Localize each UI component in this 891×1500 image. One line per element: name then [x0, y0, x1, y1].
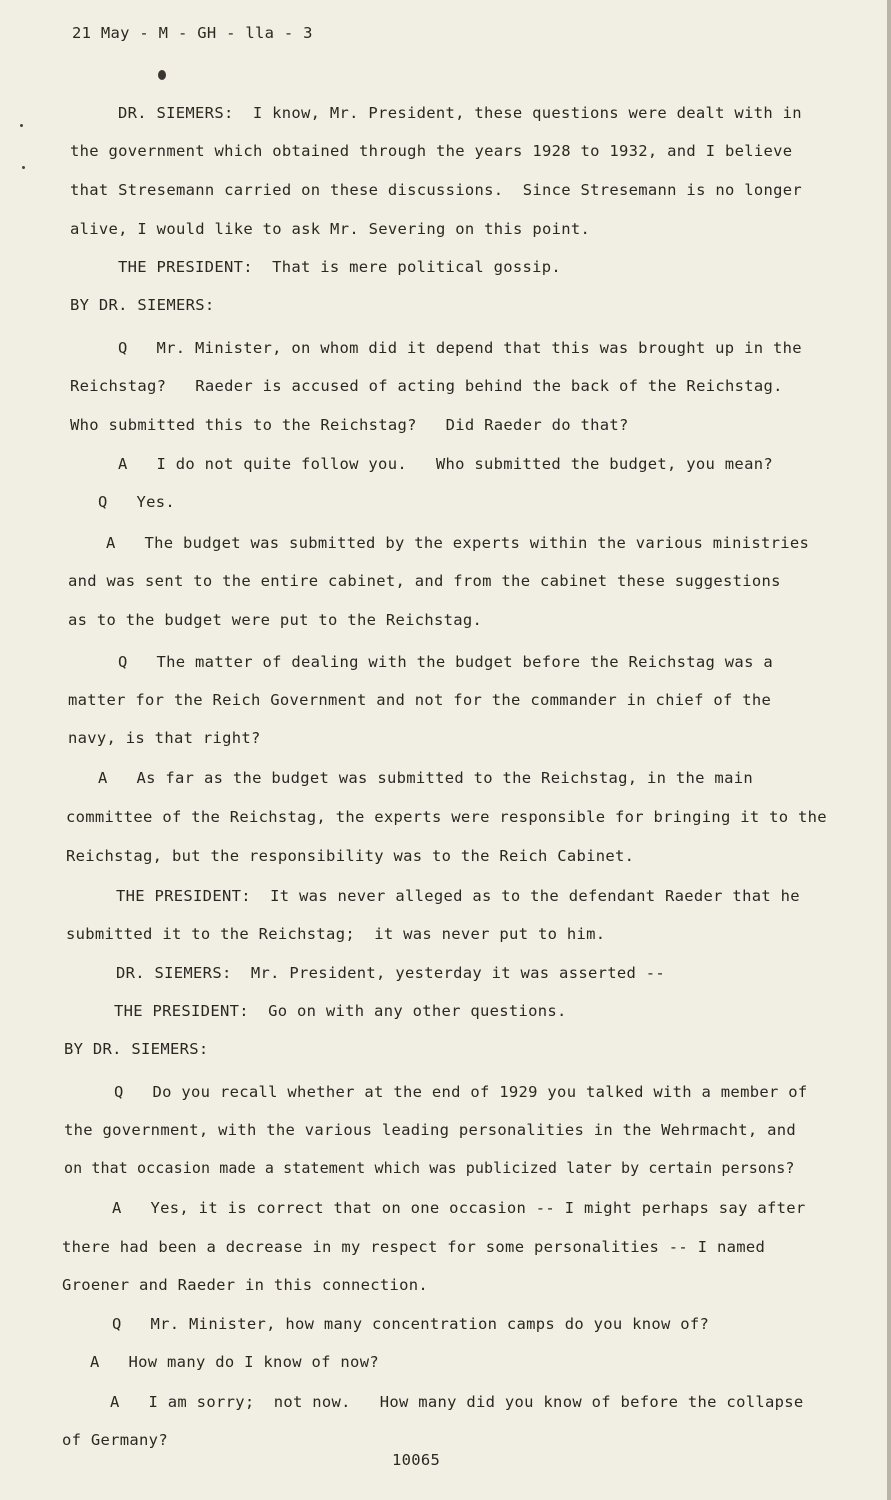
- transcript-line: THE PRESIDENT: It was never alleged as to the defendant Raeder that he: [116, 887, 800, 905]
- header-reference: 21 May - M - GH - lla - 3: [72, 24, 313, 42]
- transcript-line: Q Do you recall whether at the end of 1929 you talked with a member of: [114, 1083, 808, 1101]
- transcript-line: THE PRESIDENT: That is mere political gossip.: [118, 258, 562, 276]
- transcript-line: matter for the Reich Government and not for the commander in chief of the: [68, 691, 772, 709]
- transcript-line: and was sent to the entire cabinet, and from the cabinet these suggestions: [68, 572, 781, 590]
- transcript-line: DR. SIEMERS: I know, Mr. President, these questions were dealt with in: [118, 104, 802, 122]
- transcript-line: alive, I would like to ask Mr. Severing on this point.: [70, 220, 591, 238]
- page-edge-shadow: [887, 0, 891, 1500]
- margin-mark: [22, 166, 25, 169]
- transcript-line: the government which obtained through the years 1928 to 1932, and I believe: [70, 142, 793, 160]
- transcript-line: DR. SIEMERS: Mr. President, yesterday it was asserted --: [116, 964, 666, 982]
- transcript-line: Reichstag? Raeder is accused of acting behind the back of the Reichstag.: [70, 377, 783, 395]
- transcript-line: BY DR. SIEMERS:: [70, 296, 215, 314]
- margin-mark: [20, 124, 23, 127]
- transcript-line: A The budget was submitted by the experts within the various ministries: [106, 534, 810, 552]
- transcript-line: Q The matter of dealing with the budget before the Reichstag was a: [118, 653, 773, 671]
- transcript-line: as to the budget were put to the Reichstag.: [68, 611, 483, 629]
- transcript-line: BY DR. SIEMERS:: [64, 1040, 209, 1058]
- transcript-line: A I do not quite follow you. Who submitted the budget, you mean?: [118, 455, 773, 473]
- transcript-line: committee of the Reichstag, the experts were responsible for bringing it to the: [66, 808, 827, 826]
- transcript-line: there had been a decrease in my respect for some personalities -- I named: [62, 1238, 766, 1256]
- transcript-line: Groener and Raeder in this connection.: [62, 1276, 429, 1294]
- ink-smudge: [158, 70, 166, 80]
- transcript-line: A I am sorry; not now. How many did you know of before the collapse: [110, 1393, 804, 1411]
- transcript-line: that Stresemann carried on these discussions. Since Stresemann is no longer: [70, 181, 803, 199]
- transcript-line: Q Mr. Minister, on whom did it depend that this was brought up in the: [118, 339, 802, 357]
- transcript-line: of Germany?: [62, 1431, 168, 1449]
- transcript-line: Q Mr. Minister, how many concentration camps do you know of?: [112, 1315, 710, 1333]
- transcript-line: A Yes, it is correct that on one occasion -- I might perhaps say after: [112, 1199, 806, 1217]
- transcript-line: the government, with the various leading personalities in the Wehrmacht, and: [64, 1121, 797, 1139]
- transcript-line: on that occasion made a statement which was publicized later by certain persons?: [64, 1159, 795, 1177]
- page-number: 10065: [392, 1451, 441, 1469]
- transcript-line: Who submitted this to the Reichstag? Did Raeder do that?: [70, 416, 629, 434]
- transcript-line: THE PRESIDENT: Go on with any other questions.: [114, 1002, 567, 1020]
- transcript-line: navy, is that right?: [68, 729, 261, 747]
- transcript-line: Reichstag, but the responsibility was to the Reich Cabinet.: [66, 847, 635, 865]
- transcript-line: A As far as the budget was submitted to the Reichstag, in the main: [98, 769, 753, 787]
- transcript-line: submitted it to the Reichstag; it was never put to him.: [66, 925, 606, 943]
- transcript-line: Q Yes.: [98, 493, 176, 511]
- transcript-line: A How many do I know of now?: [90, 1353, 379, 1371]
